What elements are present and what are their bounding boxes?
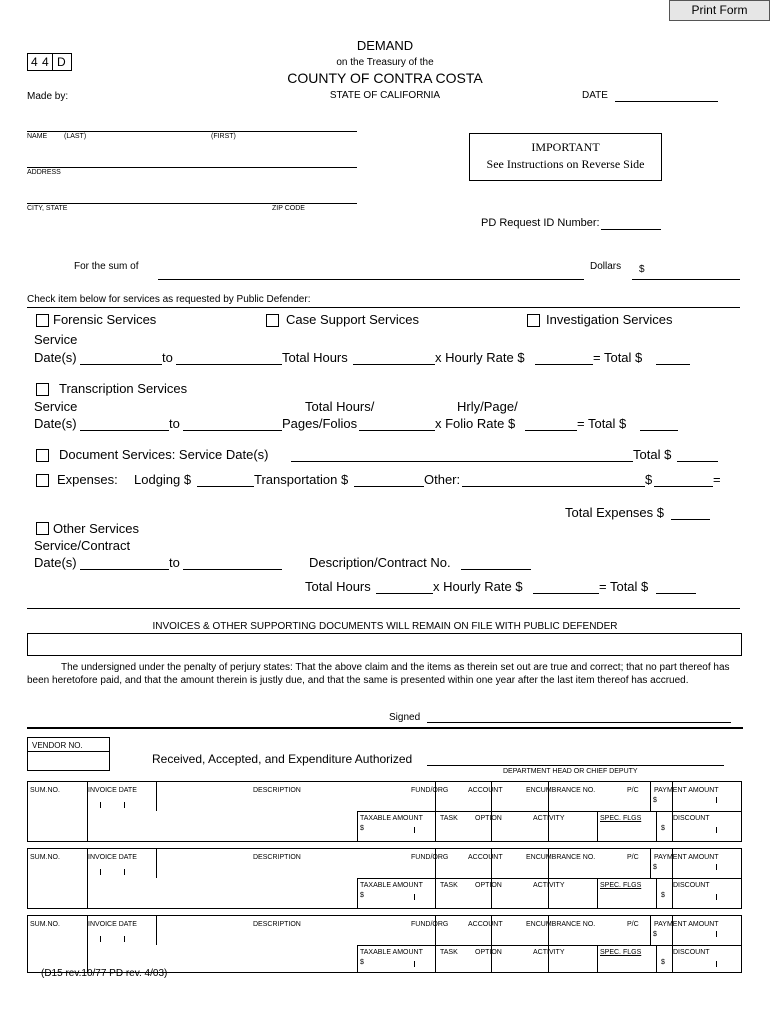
other-date-from[interactable]	[80, 569, 169, 570]
expenses-label: Expenses:	[57, 472, 118, 487]
transcription-pages-field[interactable]	[359, 430, 435, 431]
expenses-checkbox[interactable]	[36, 474, 49, 487]
vendor-box	[27, 737, 110, 771]
invoice-date-label: INVOICE DATE	[88, 921, 137, 928]
forensic-hours-field[interactable]	[353, 364, 435, 365]
transportation-field[interactable]	[354, 486, 424, 487]
other-services-label: Other Services	[53, 521, 139, 536]
hrly-page-label: Hrly/Page/	[457, 399, 518, 414]
payment-amount-label: PAYMENT AMOUNT	[654, 854, 719, 861]
folio-rate-label: x Folio Rate $	[435, 416, 516, 431]
sum-no-label: SUM.NO.	[30, 787, 60, 794]
payment-dollar: $	[653, 797, 657, 804]
taxable-amount-label: TAXABLE AMOUNT	[360, 949, 423, 956]
city-state-label: CITY, STATE	[27, 205, 68, 212]
vendor-no-label: VENDOR NO.	[32, 741, 83, 750]
taxable-amount-label: TAXABLE AMOUNT	[360, 882, 423, 889]
encumbrance-label: ENCUMBRANCE NO.	[526, 787, 596, 794]
transcription-total-field[interactable]	[640, 430, 678, 431]
discount-dollar: $	[661, 892, 665, 899]
accounting-block	[27, 915, 742, 973]
sum-amount-field[interactable]	[632, 279, 740, 280]
first-label: (FIRST)	[211, 133, 236, 140]
investigation-checkbox[interactable]	[527, 314, 540, 327]
perjury-statement: The undersigned under the penalty of perjury states: That the above claim and the items as therein set out are true and correct; that no part thereof has been heretofore paid, and that the amount therein is justly due, and that the same is presented within one year after the last item thereof has accrued.	[27, 662, 730, 686]
forensic-date-to[interactable]	[176, 364, 282, 365]
signature-field[interactable]	[427, 722, 731, 723]
hourly-rate-label: x Hourly Rate $	[435, 350, 525, 365]
payment-amount-label: PAYMENT AMOUNT	[654, 787, 719, 794]
total-label: = Total $	[599, 579, 649, 594]
taxable-dollar: $	[360, 959, 364, 966]
state-title: STATE OF CALIFORNIA	[329, 90, 441, 101]
contract-number-field[interactable]	[461, 569, 531, 570]
task-label: TASK	[440, 949, 458, 956]
account-label: ACCOUNT	[468, 787, 503, 794]
service-label: Service	[34, 399, 78, 414]
description-label: DESCRIPTION	[253, 854, 301, 861]
payment-dollar: $	[653, 864, 657, 871]
accounting-block	[27, 781, 742, 842]
taxable-amount-label: TAXABLE AMOUNT	[360, 815, 423, 822]
activity-label: ACTIVITY	[533, 949, 565, 956]
transcription-date-to[interactable]	[183, 430, 282, 431]
other-expense-label: Other:	[424, 472, 461, 487]
option-label: OPTION	[475, 949, 502, 956]
spec-flgs-label: SPEC. FLGS	[600, 815, 642, 822]
investigation-label: Investigation Services	[546, 312, 673, 327]
other-expense-amount-field[interactable]	[654, 486, 713, 487]
address-field[interactable]	[27, 203, 357, 204]
transcription-date-from[interactable]	[80, 430, 169, 431]
sum-no-label: SUM.NO.	[30, 921, 60, 928]
notes-box[interactable]	[27, 633, 742, 656]
to-label: to	[169, 555, 180, 570]
last-label: (LAST)	[64, 133, 87, 140]
hourly-rate-label: x Hourly Rate $	[433, 579, 523, 594]
transportation-label: Transportation $	[254, 472, 349, 487]
case-support-label: Case Support Services	[286, 312, 419, 327]
total-expenses-field[interactable]	[671, 519, 710, 520]
pd-request-label: PD Request ID Number:	[481, 217, 600, 229]
on-treasury-text: on the Treasury of the	[336, 57, 434, 68]
description-label: DESCRIPTION	[253, 921, 301, 928]
total-hours-label: Total Hours	[305, 579, 371, 594]
transcription-checkbox[interactable]	[36, 383, 49, 396]
equals-sign: =	[713, 472, 721, 487]
sum-words-field[interactable]	[158, 279, 584, 280]
account-label: ACCOUNT	[468, 921, 503, 928]
dept-head-label: DEPARTMENT HEAD OR CHIEF DEPUTY	[503, 768, 638, 775]
demand-title: DEMAND	[356, 38, 414, 53]
form-number-digit: 4	[42, 55, 49, 69]
fund-org-label: FUND/ORG	[411, 854, 449, 861]
important-title: IMPORTANT	[531, 140, 600, 154]
document-total-field[interactable]	[677, 461, 718, 462]
description-label: DESCRIPTION	[253, 787, 301, 794]
fund-org-label: FUND/ORG	[411, 921, 449, 928]
total-label: = Total $	[577, 416, 627, 431]
invoices-notice: INVOICES & OTHER SUPPORTING DOCUMENTS WILL REMAIN ON FILE WITH PUBLIC DEFENDER	[152, 621, 618, 632]
dates-label: Date(s)	[34, 350, 77, 365]
taxable-dollar: $	[360, 825, 364, 832]
transcription-rate-field[interactable]	[525, 430, 577, 431]
signed-label: Signed	[389, 712, 421, 723]
document-services-label: Document Services: Service Date(s)	[59, 447, 269, 462]
name-label: NAME	[27, 133, 48, 140]
description-contract-label: Description/Contract No.	[309, 555, 451, 570]
taxable-dollar: $	[360, 892, 364, 899]
option-label: OPTION	[475, 815, 502, 822]
dollars-label: Dollars	[590, 261, 622, 272]
other-expense-dollar: $	[645, 472, 653, 487]
check-instruction: Check item below for services as requested by Public Defender:	[27, 294, 311, 305]
name-field[interactable]	[27, 167, 357, 168]
dates-label: Date(s)	[34, 555, 77, 570]
spec-flgs-label: SPEC. FLGS	[600, 882, 642, 889]
other-expense-field[interactable]	[462, 486, 645, 487]
encumbrance-label: ENCUMBRANCE NO.	[526, 854, 596, 861]
service-contract-label: Service/Contract	[34, 538, 131, 553]
spec-flgs-label: SPEC. FLGS	[600, 949, 642, 956]
forensic-date-from[interactable]	[80, 364, 162, 365]
other-services-checkbox[interactable]	[36, 522, 49, 535]
pd-request-field[interactable]	[601, 229, 661, 230]
lodging-field[interactable]	[197, 486, 254, 487]
document-total-label: Total $	[633, 447, 672, 462]
pc-label: P/C	[627, 787, 639, 794]
to-label: to	[169, 416, 180, 431]
account-label: ACCOUNT	[468, 854, 503, 861]
revision-footer: (D15 rev.10/77 PD rev. 4/03)	[41, 968, 168, 979]
other-hours-field[interactable]	[376, 593, 433, 594]
lodging-label: Lodging $	[134, 472, 192, 487]
dollar-sign: $	[639, 264, 645, 275]
discount-label: DISCOUNT	[673, 882, 710, 889]
pages-folios-label: Pages/Folios	[282, 416, 358, 431]
total-hours-slash-label: Total Hours/	[305, 399, 375, 414]
pc-label: P/C	[627, 921, 639, 928]
discount-label: DISCOUNT	[673, 949, 710, 956]
date-field[interactable]	[615, 101, 718, 102]
address-label: ADDRESS	[27, 169, 61, 176]
discount-label: DISCOUNT	[673, 815, 710, 822]
forensic-checkbox[interactable]	[36, 314, 49, 327]
forensic-rate-field[interactable]	[535, 364, 593, 365]
discount-dollar: $	[661, 959, 665, 966]
form-number-letter: D	[57, 55, 66, 69]
other-total-field[interactable]	[656, 593, 696, 594]
zip-label: ZIP CODE	[272, 205, 305, 212]
document-dates-field[interactable]	[291, 461, 633, 462]
other-date-to[interactable]	[183, 569, 282, 570]
case-support-checkbox[interactable]	[266, 314, 279, 327]
accounting-block	[27, 848, 742, 909]
total-hours-label: Total Hours	[282, 350, 348, 365]
service-label: Service	[34, 332, 78, 347]
important-box	[469, 133, 662, 181]
dates-label: Date(s)	[34, 416, 77, 431]
total-expenses-label: Total Expenses $	[565, 505, 665, 520]
discount-dollar: $	[661, 825, 665, 832]
pc-label: P/C	[627, 854, 639, 861]
authorized-label: Received, Accepted, and Expenditure Authorized	[152, 752, 413, 766]
task-label: TASK	[440, 882, 458, 889]
form-number-digit: 4	[31, 55, 38, 69]
task-label: TASK	[440, 815, 458, 822]
forensic-label: Forensic Services	[53, 312, 157, 327]
activity-label: ACTIVITY	[533, 815, 565, 822]
encumbrance-label: ENCUMBRANCE NO.	[526, 921, 596, 928]
fund-org-label: FUND/ORG	[411, 787, 449, 794]
sum-no-label: SUM.NO.	[30, 854, 60, 861]
option-label: OPTION	[475, 882, 502, 889]
total-label: = Total $	[593, 350, 643, 365]
payment-amount-label: PAYMENT AMOUNT	[654, 921, 719, 928]
date-label: DATE	[582, 90, 608, 101]
county-title: COUNTY OF CONTRA COSTA	[287, 70, 483, 86]
made-by-label: Made by:	[27, 91, 69, 102]
authorized-signature-field[interactable]	[427, 765, 724, 766]
for-sum-label: For the sum of	[74, 261, 139, 272]
invoice-date-label: INVOICE DATE	[88, 787, 137, 794]
activity-label: ACTIVITY	[533, 882, 565, 889]
document-services-checkbox[interactable]	[36, 449, 49, 462]
payment-dollar: $	[653, 931, 657, 938]
invoice-date-label: INVOICE DATE	[88, 854, 137, 861]
other-rate-field[interactable]	[533, 593, 599, 594]
transcription-label: Transcription Services	[59, 381, 188, 396]
to-label: to	[162, 350, 173, 365]
print-form-button[interactable]: Print Form	[669, 0, 770, 21]
important-text: See Instructions on Reverse Side	[486, 157, 645, 171]
forensic-total-field[interactable]	[656, 364, 690, 365]
